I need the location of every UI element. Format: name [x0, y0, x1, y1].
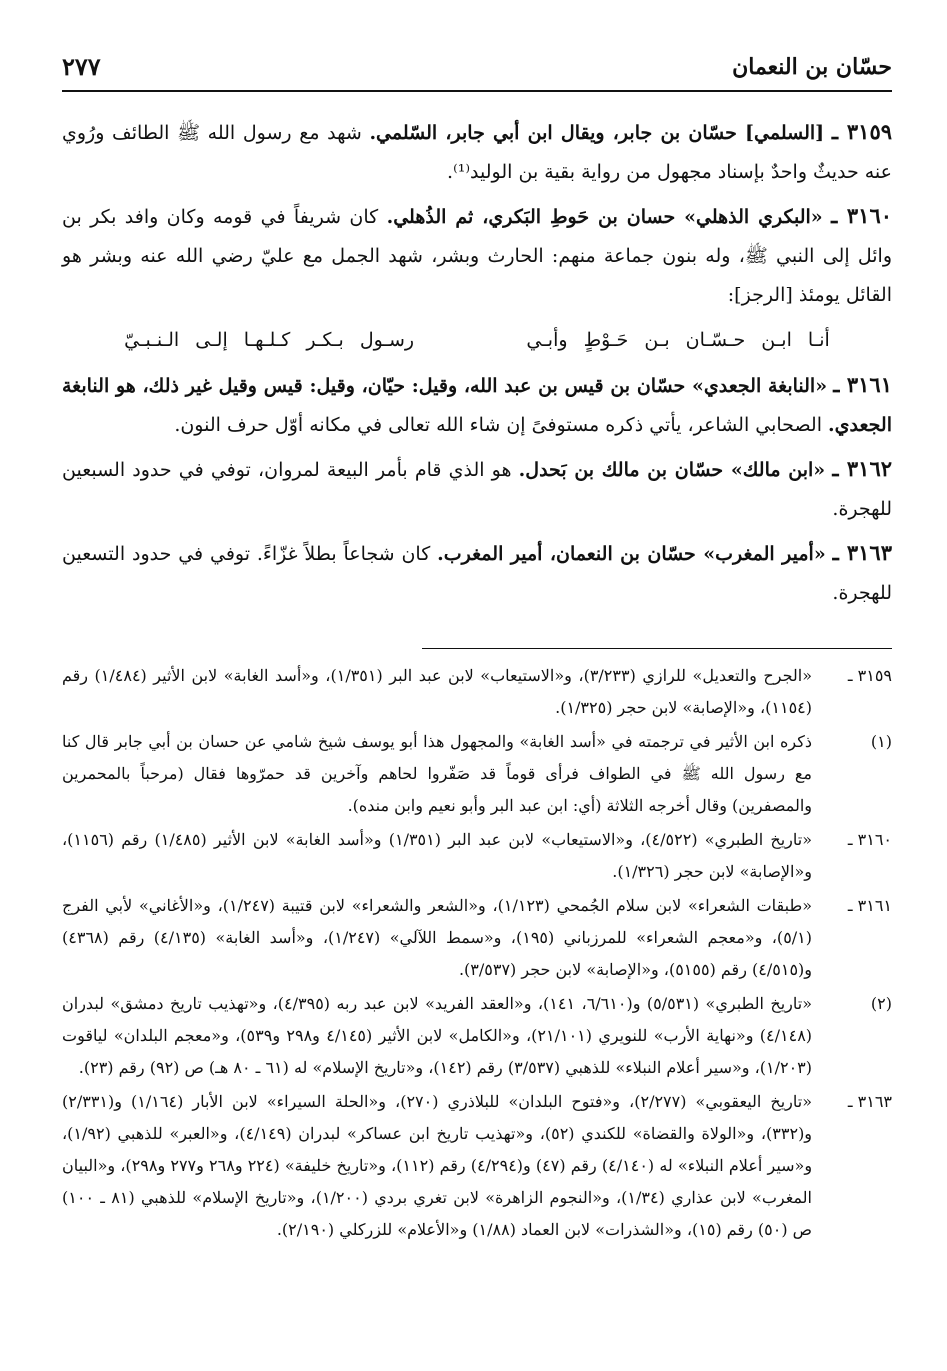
entry-heading: «أمير المغرب» حسّان بن النعمان، أمير المغرب. [437, 543, 826, 565]
entry-text: هو الذي قام بأمر البيعة لمروان، توفي في حدود السبعين للهجرة. [62, 459, 892, 520]
footnote-text: «طبقات الشعراء» لابن سلام الجُمحي (١/١٢٣)، و«الشعر والشعراء» لابن قتيبة (١/٢٤٧)، و«الأغاني» لأبي الفرج (٥/١)، و«معجم الشعراء» للمرزباني (١٩٥)، و«سمط اللآلي» (١/٢٤٧)، و«أسد الغابة» (٤/١٣٥) رقم (٤٣٦٨) و(٤/٥١٥) رقم (٥١٥٥)، و«الإصابة» لابن حجر (٣/٥٣٧). [62, 896, 813, 979]
footnote-label: ٣١٦٠ ـ [847, 830, 892, 849]
entry-number: ٣١٦٠ ـ [831, 203, 893, 228]
entry-text: كان شجاعاً بطلاً غزّاءً. توفي في حدود التسعين للهجرة. [62, 543, 892, 604]
entry-number: ٣١٦٢ ـ [832, 456, 893, 481]
footnote-divider [422, 648, 892, 649]
page-number: ٢٧٧ [62, 52, 101, 81]
entry-text: كان شريفاً في قومه وكان وافد بكر بن وائل إلى النبي ﷺ، وله بنون جماعة منهم: الحارث وبشر، شهد الجمل مع عليّ رضي الله عنه وبشر هو القائل يومئذ [الرجز]: [62, 206, 892, 306]
running-title: حسّان بن النعمان [732, 54, 892, 80]
footnote-label: ٣١٦١ ـ [847, 896, 892, 915]
footnote [62, 988, 892, 1084]
footnote [62, 890, 892, 986]
footnote-label: ٣١٥٩ ـ [847, 666, 892, 685]
footnote [62, 726, 892, 822]
footnote [62, 824, 892, 888]
main-text [62, 112, 892, 617]
footnote [62, 1086, 892, 1246]
entry-text: الصحابي الشاعر، يأتي ذكره مستوفىً إن شاء الله تعالى في مكانه أوّل حرف النون. [174, 414, 822, 436]
entry-heading: [السلمي] حسّان بن جابر، ويقال ابن أبي جابر، السّلمي. [369, 122, 825, 144]
entry-number: ٣١٦١ ـ [833, 372, 892, 397]
page-header [62, 48, 892, 92]
poem-verse [62, 319, 892, 361]
entry-heading: «البكري الذهلي» حسان بن حَوطِ البَكري، ثم الذُهلي. [386, 206, 823, 228]
footnote-label: (١) [870, 732, 892, 751]
entry-3159 [62, 112, 892, 192]
entry-text: شهد مع رسول الله ﷺ الطائف ورُوي عنه حديثٌ واحدٌ بإسناد مجهول من رواية بقية بن الوليد⁽¹⁾. [62, 122, 892, 183]
footnote-text: ذكره ابن الأثير في ترجمته في «أسد الغابة» والمجهول هذا أبو يوسف شيخ شامي عن حسان بن أبي جابر قال كنا مع رسول الله ﷺ في الطواف فرأى قوماً قد صَفّروا لحاهم وآخرين قد حمرّوها فقال (مرحباً بالمحمرين والمصفرين) وقال أخرجه الثلاثة (أي: ابن عبد البر وأبو نعيم وابن منده). [62, 732, 813, 815]
entry-number: ٣١٦٣ ـ [832, 540, 892, 565]
entry-heading: «ابن مالك» حسّان بن مالك بن بَحدل. [518, 459, 826, 481]
entry-3162 [62, 449, 892, 529]
entry-number: ٣١٥٩ ـ [831, 119, 893, 144]
footnote-text: «تاريخ الطبري» (٤/٥٢٢)، و«الاستيعاب» لابن عبد البر (١/٣٥١) و«أسد الغابة» لابن الأثير (١/٤٨٥) رقم (١١٥٦)، و«الإصابة» لابن حجر (١/٣٢٦). [62, 830, 813, 881]
footnotes [62, 660, 892, 1248]
footnote-text: «تاريخ اليعقوبي» (٢/٢٧٧)، و«فتوح البلدان» للبلاذري (٢٧٠)، و«الحلة السيراء» لابن الأبار (١/١٦٤) و(٢/٣٣١) و(٣٣٢)، و«الولاة والقضاة» للكندي (٥٢)، و«تهذيب تاريخ ابن عساكر» لبدران (٤/١٤٩)، و«العبر» للذهبي (١/٩٢)، و«سير أعلام النبلاء» له (٤/١٤٠) رقم (٤٧) و(٤/٢٩٤) رقم (١١٢)، و«تاريخ خليفة» (٢٢٤ و٢٦٨ و٢٧٧ و٢٩٨)، و«البيان المغرب» لابن عذاري (١/٣٤)، و«النجوم الزاهرة» لابن تغري بردي (١/٢٠٠)، و«تاريخ الإسلام» للذهبي (٨١ ـ ١٠٠) ص (٥٠) رقم (١٥)، و«الشذرات» لابن العماد (١/٨٨) و«الأعلام» للزركلي (٢/١٩٠). [62, 1092, 813, 1239]
entry-3163 [62, 533, 892, 613]
footnote [62, 660, 892, 724]
verse-first-hemistich: أنـا ابـن حـسّـان بـن حَـوْطٍ وأبـي [526, 329, 830, 351]
entry-3160 [62, 196, 892, 315]
footnote-label: ٣١٦٣ ـ [847, 1092, 892, 1111]
verse-second-hemistich: رسـول بـكـر كـلـهـا إلـى الـنـبـيّ [124, 329, 415, 351]
entry-heading: «النابغة الجعدي» حسّان بن قيس بن عبد الله، وقيل: حيّان، وقيل: قيس وقيل غير ذلك، هو النابغة الجعدي. [62, 375, 892, 436]
entry-3161 [62, 365, 892, 445]
footnote-label: (٢) [870, 994, 892, 1013]
footnote-text: «الجرح والتعديل» للرازي (٣/٢٣٣)، و«الاستيعاب» لابن عبد البر (١/٣٥١)، و«أسد الغابة» لابن الأثير (١/٤٨٤) رقم (١١٥٤)، و«الإصابة» لابن حجر (١/٣٢٥). [62, 666, 813, 717]
footnote-text: «تاريخ الطبري» (٥/٥٣١) و(٦/٦١٠، ١٤١)، و«العقد الفريد» لابن عبد ربه (٤/٣٩٥)، و«تهذيب تاريخ دمشق» لبدران (٤/١٤٨) و«نهاية الأرب» للنويري (٢١/١٠١)، و«الكامل» لابن الأثير (٤/١٤٥ و٢٩٨ و٥٣٩)، و«معجم البلدان» لياقوت (١/٢٠٣)، و«سير أعلام النبلاء» للذهبي (٣/٥٣٧) رقم (١٤٢)، و«تاريخ الإسلام» له (٦١ ـ ٨٠ هـ) ص (٩٢) رقم (٢٣). [62, 994, 813, 1077]
